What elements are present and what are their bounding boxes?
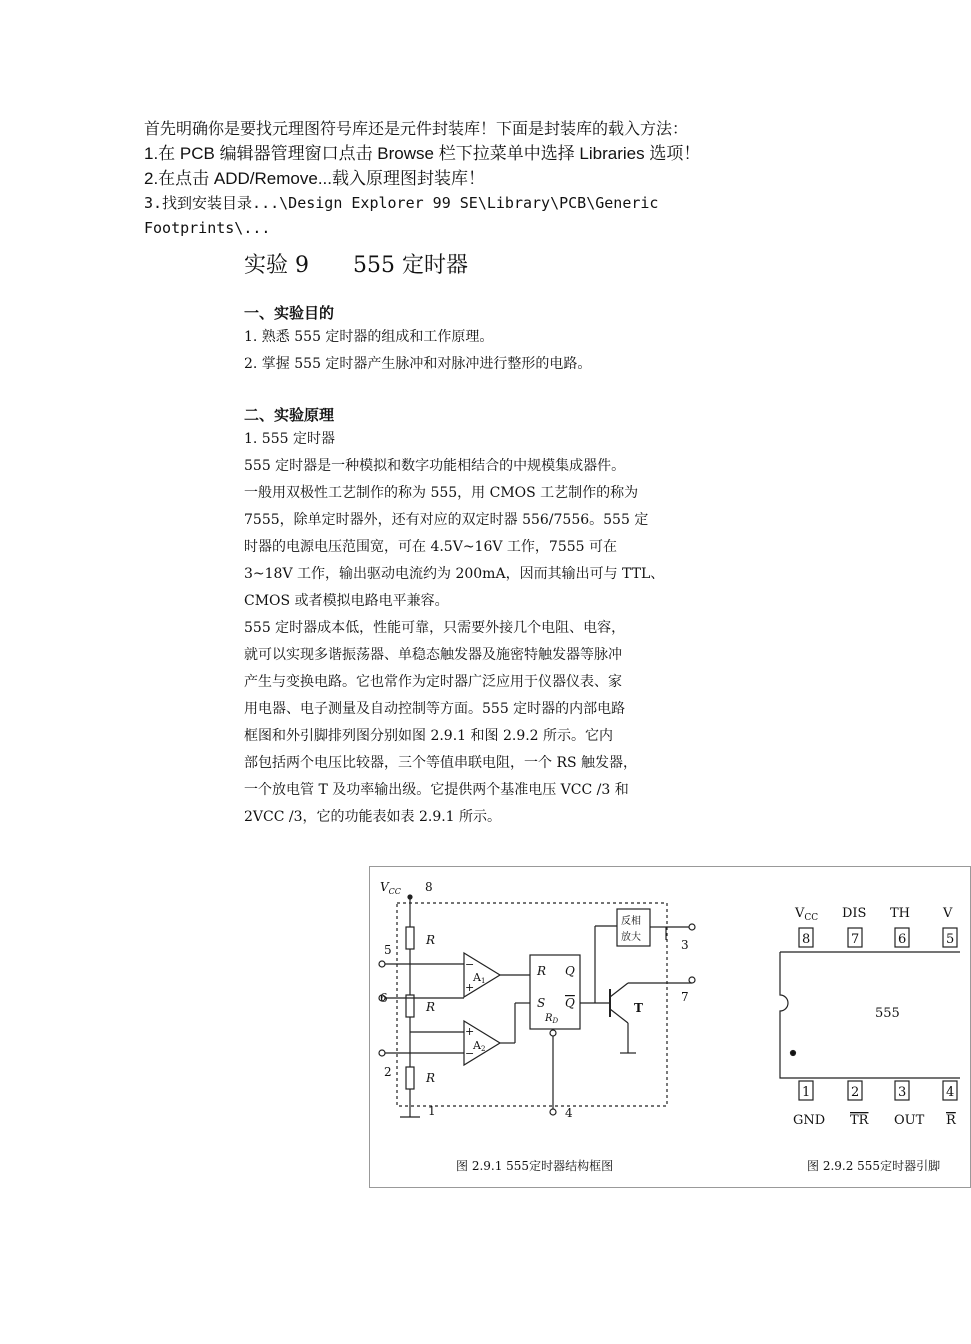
ff-qbar-label: Q (565, 996, 575, 1010)
purpose-item-2: 2. 掌握 555 定时器产生脉冲和对脉冲进行整形的电路。 (244, 356, 592, 372)
ff-r-label: R (537, 964, 547, 978)
figure-svg (370, 867, 956, 1187)
principle-line-10: 产生与变换电路。它也常作为定时器广泛应用于仪器仪表、家 (244, 674, 622, 690)
chip-label: 555 (875, 1006, 900, 1021)
principle-line-13: 部包括两个电压比较器，三个等值串联电阻，一个 RS 触发器， (244, 755, 638, 771)
pin4-terminal (550, 1109, 556, 1115)
principle-line-9: 就可以实现多谐振荡器、单稳态触发器及施密特触发器等脉冲 (244, 647, 622, 663)
transistor-emitter (610, 1009, 628, 1023)
pin-6-num: 6 (898, 932, 907, 947)
pin-3-num: 3 (898, 1085, 907, 1100)
resistor-1-label: R (426, 933, 436, 947)
pin-2-label: 2 (384, 1065, 392, 1079)
pin-out-name: OUT (894, 1113, 925, 1128)
inverter-label-1: 反相 (621, 916, 641, 927)
comparator-a1-minus: − (465, 958, 475, 971)
pin-vcc-name: $V_{CC}$ (795, 906, 819, 923)
principle-line-6: 3~18V 工作，输出驱动电流约为 200mA，因而其输出可与 TTL、 (244, 566, 665, 582)
transistor-label: T (634, 1001, 643, 1015)
comparator-a2-label: A2 (473, 1039, 486, 1053)
intro-line-4: 3.找到安装目录...\Design Explorer 99 SE\Library\PCB\Generic (144, 194, 659, 212)
pin-r-name: R (946, 1113, 956, 1128)
section-heading-purpose: 一、实验目的 (244, 304, 335, 322)
principle-line-7: CMOS 或者模拟电路电平兼容。 (244, 593, 449, 609)
resistor-1 (406, 927, 414, 949)
pin2-terminal (379, 1050, 385, 1056)
principle-line-14: 一个放电管 T 及功率输出级。它提供两个基准电压 VCC /3 和 (244, 782, 629, 798)
reset-bubble (550, 1030, 556, 1036)
pin3-terminal (689, 924, 695, 930)
intro-note (144, 116, 764, 241)
principle-line-4: 7555，除单定时器外，还有对应的双定时器 556/7556。555 定 (244, 512, 649, 528)
intro-line-5: Footprints\... (144, 219, 271, 237)
pin-3-label: 3 (681, 938, 689, 952)
resistor-2-label: R (426, 1000, 436, 1014)
comparator-a2-plus: + (465, 1025, 475, 1038)
figure-2-caption: 图 2.9.2 555定时器引脚 (807, 1159, 941, 1173)
pin-5-label: 5 (384, 943, 392, 957)
pin-dis-name: DIS (842, 906, 867, 921)
principle-line-5: 时器的电源电压范围宽，可在 4.5V~16V 工作，7555 可在 (244, 539, 618, 555)
pin5-terminal (379, 961, 385, 967)
pin-2-num: 2 (851, 1085, 860, 1100)
principle-line-15: 2VCC /3，它的功能表如表 2.9.1 所示。 (244, 809, 502, 825)
experiment-body (244, 302, 714, 831)
experiment-title (244, 248, 468, 279)
pin-4-num: 4 (946, 1085, 955, 1100)
pin-7-label: 7 (681, 990, 689, 1004)
pin-4-label: 4 (565, 1106, 573, 1120)
section-heading-principle: 二、实验原理 (244, 406, 335, 424)
figure-1-caption: 图 2.9.1 555定时器结构框图 (456, 1159, 614, 1173)
pin-tr-name: TR (850, 1113, 869, 1128)
principle-line-3: 一般用双极性工艺制作的称为 555，用 CMOS 工艺制作的称为 (244, 485, 639, 501)
resistor-3-label: R (426, 1071, 436, 1085)
pin-8-label: 8 (425, 880, 433, 894)
pinout-diagram (780, 928, 960, 1100)
ff-rd-label: $R_D$ (545, 1013, 559, 1025)
pin-6-label: 6 (380, 991, 388, 1005)
vcc-node (408, 895, 412, 899)
intro-line-1: 首先明确你是要找元理图符号库还是元件封装库！下面是封装库的载入方法： (144, 119, 689, 138)
purpose-item-1: 1. 熟悉 555 定时器的组成和工作原理。 (244, 329, 494, 345)
pin-1-label: 1 (428, 1104, 436, 1118)
vcc-label: $V_{CC}$ (380, 880, 401, 896)
pin-th-name: TH (890, 906, 911, 921)
intro-line-2: 1.在 PCB 编辑器管理窗口点击 Browse 栏下拉菜单中选择 Libraries 选项！ (144, 144, 701, 163)
figure-panel (369, 866, 971, 1188)
principle-line-1: 1. 555 定时器 (244, 431, 335, 447)
principle-line-8: 555 定时器成本低，性能可靠，只需要外接几个电阻、电容， (244, 620, 626, 636)
transistor-collector (610, 983, 628, 997)
pin-7-num: 7 (851, 932, 860, 947)
pin-5-num: 5 (946, 932, 955, 947)
principle-line-12: 框图和外引脚排列图分别如图 2.9.1 和图 2.9.2 所示。它内 (244, 728, 614, 744)
pin7-terminal (689, 977, 695, 983)
pin-1-num: 1 (802, 1085, 811, 1100)
pin-gnd-name: GND (793, 1113, 826, 1128)
resistor-3 (406, 1067, 414, 1089)
comparator-a2-minus: − (465, 1047, 475, 1060)
principle-line-2: 555 定时器是一种模拟和数字功能相结合的中规模集成器件。 (244, 458, 626, 474)
inverter-label-2: 放大 (621, 932, 641, 943)
ff-s-label: S (537, 996, 546, 1010)
pin1-dot (791, 1051, 796, 1056)
pin-5-name: V (943, 906, 953, 921)
ff-q-label: Q (565, 964, 575, 978)
intro-line-3: 2.在点击 ADD/Remove...载入原理图封装库！ (144, 169, 485, 188)
chip-body (780, 952, 960, 1078)
comparator-a1-plus: + (465, 981, 475, 994)
pin-8-num: 8 (802, 932, 811, 947)
comparator-a1-label: A1 (473, 971, 486, 985)
experiment-number: 实验 9 (244, 253, 309, 278)
experiment-name: 555 定时器 (353, 253, 468, 278)
principle-line-11: 用电器、电子测量及自动控制等方面。555 定时器的内部电路 (244, 701, 626, 717)
